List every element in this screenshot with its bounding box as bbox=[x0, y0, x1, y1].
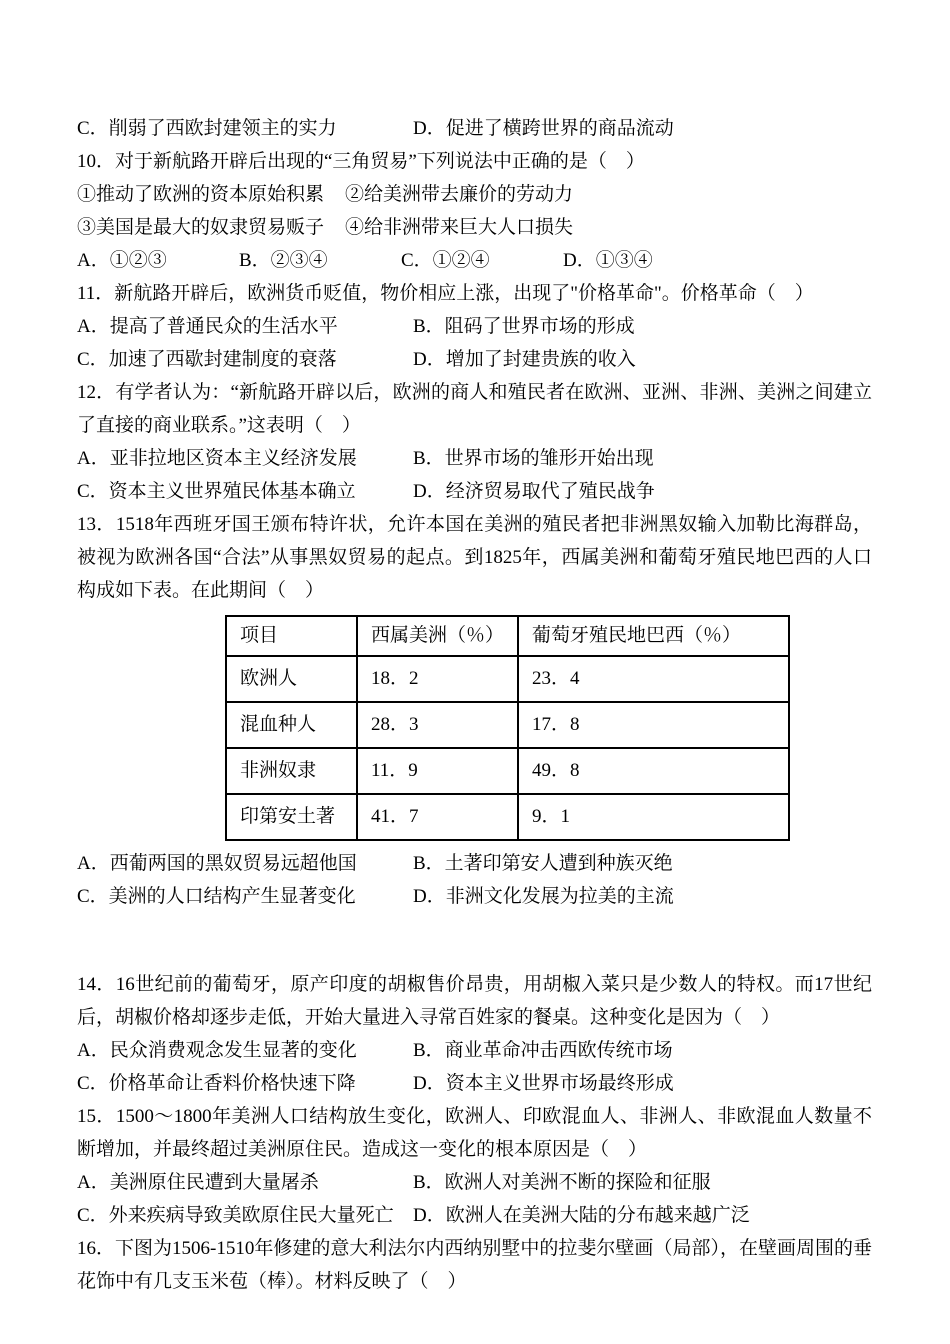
q15-option-b: B．欧洲人对美洲不断的探险和征服 bbox=[413, 1172, 711, 1193]
q10-item-3: ③美国是最大的奴隶贸易贩子 bbox=[77, 217, 325, 238]
q10-item-2: ②给美洲带去廉价的劳动力 bbox=[345, 184, 574, 205]
table-header-item: 项目 bbox=[226, 616, 357, 656]
q10-option-a: A．①②③ bbox=[77, 250, 167, 271]
table-cell: 非洲奴隶 bbox=[226, 748, 357, 794]
q13-option-b: B．土著印第安人遭到种族灭绝 bbox=[413, 853, 673, 874]
q11-option-a: A．提高了普通民众的生活水平 bbox=[77, 316, 338, 337]
question-12-options-row-2 bbox=[77, 475, 872, 508]
table-cell: 23．4 bbox=[518, 656, 789, 702]
question-14-options-row-2 bbox=[77, 1067, 872, 1100]
question-16-stem: 16．下图为1506-1510年修建的意大利法尔内西纳别墅中的拉斐尔壁画（局部），在壁画周围的垂花饰中有几支玉米苞（棒）。材料反映了（ ） bbox=[77, 1238, 872, 1292]
q12-option-c: C．资本主义世界殖民体基本确立 bbox=[77, 481, 356, 502]
question-14-stem: 14．16世纪前的葡萄牙，原产印度的胡椒售价昂贵，用胡椒入菜只是少数人的特权。而17世纪后，胡椒价格却逐步走低，开始大量进入寻常百姓家的餐桌。这种变化是因为（ ） bbox=[77, 974, 872, 1028]
question-12-options-row-1 bbox=[77, 442, 872, 475]
table-cell: 17．8 bbox=[518, 702, 789, 748]
question-13-options-row-1 bbox=[77, 847, 872, 880]
question-15-options-row-2 bbox=[77, 1199, 872, 1232]
question-15-stem: 15．1500～1800年美洲人口结构放生变化，欧洲人、印欧混血人、非洲人、非欧混血人数量不断增加，并最终超过美洲原住民。造成这一变化的根本原因是（ ） bbox=[77, 1106, 872, 1160]
q15-option-a: A．美洲原住民遭到大量屠杀 bbox=[77, 1172, 319, 1193]
q9-option-c: C．削弱了西欧封建领主的实力 bbox=[77, 118, 337, 139]
q11-option-c: C．加速了西歇封建制度的衰落 bbox=[77, 349, 337, 370]
table-cell: 11．9 bbox=[357, 748, 518, 794]
q12-option-b: B．世界市场的雏形开始出现 bbox=[413, 448, 654, 469]
table-header-brazil: 葡萄牙殖民地巴西（％） bbox=[518, 616, 789, 656]
table-cell: 混血种人 bbox=[226, 702, 357, 748]
table-cell: 41．7 bbox=[357, 794, 518, 840]
q15-option-c: C．外来疾病导致美欧原住民大量死亡 bbox=[77, 1205, 394, 1226]
question-9-options-row bbox=[77, 112, 872, 145]
table-cell: 印第安土著 bbox=[226, 794, 357, 840]
question-13-stem: 13．1518年西班牙国王颁布特许状，允许本国在美洲的殖民者把非洲黑奴输入加勒比海群岛，被视为欧洲各国“合法”从事黑奴贸易的起点。到1825年，西属美洲和葡萄牙殖民地巴西的人口构成如下表。在此期间（ ） bbox=[77, 514, 872, 601]
q10-option-c: C．①②④ bbox=[401, 250, 490, 271]
table-row-mixed-race bbox=[226, 702, 789, 748]
q9-option-d: D．促进了横跨世界的商品流动 bbox=[413, 118, 674, 139]
table-row-african-slaves bbox=[226, 748, 789, 794]
question-10-options-row bbox=[77, 244, 872, 277]
table-cell: 49．8 bbox=[518, 748, 789, 794]
question-11-options-row-1 bbox=[77, 310, 872, 343]
q10-option-d: D．①③④ bbox=[563, 250, 653, 271]
table-row-europeans bbox=[226, 656, 789, 702]
question-10-stem: 10．对于新航路开辟后出现的“三角贸易”下列说法中正确的是（ ） bbox=[77, 151, 645, 172]
table-cell: 欧洲人 bbox=[226, 656, 357, 702]
question-15-options-row-1 bbox=[77, 1166, 872, 1199]
table-cell: 9．1 bbox=[518, 794, 789, 840]
q10-item-1: ①推动了欧洲的资本原始积累 bbox=[77, 184, 325, 205]
table-header-spanish-america: 西属美洲（％） bbox=[357, 616, 518, 656]
q14-option-b: B．商业革命冲击西欧传统市场 bbox=[413, 1040, 673, 1061]
q12-option-a: A．亚非拉地区资本主义经济发展 bbox=[77, 448, 357, 469]
question-11-stem: 11．新航路开辟后，欧洲货币贬值，物价相应上涨，出现了"价格革命"。价格革命（ ） bbox=[77, 283, 814, 304]
q13-option-d: D．非洲文化发展为拉美的主流 bbox=[413, 886, 674, 907]
q10-option-b: B．②③④ bbox=[239, 250, 328, 271]
q13-population-table bbox=[225, 615, 790, 841]
question-11-options-row-2 bbox=[77, 343, 872, 376]
question-10-items-row-1 bbox=[77, 178, 872, 211]
table-row-indigenous bbox=[226, 794, 789, 840]
q14-option-c: C．价格革命让香料价格快速下降 bbox=[77, 1073, 356, 1094]
q12-option-d: D．经济贸易取代了殖民战争 bbox=[413, 481, 655, 502]
q14-option-d: D．资本主义世界市场最终形成 bbox=[413, 1073, 674, 1094]
question-10-items-row-2 bbox=[77, 211, 872, 244]
table-cell: 18．2 bbox=[357, 656, 518, 702]
question-12-stem: 12．有学者认为：“新航路开辟以后，欧洲的商人和殖民者在欧洲、亚洲、非洲、美洲之间建立了直接的商业联系。”这表明（ ） bbox=[77, 382, 872, 436]
q13-option-c: C．美洲的人口结构产生显著变化 bbox=[77, 886, 356, 907]
q11-option-b: B．阻码了世界市场的形成 bbox=[413, 316, 635, 337]
q13-option-a: A．西葡两国的黑奴贸易远超他国 bbox=[77, 853, 357, 874]
question-13-options-row-2 bbox=[77, 880, 872, 913]
table-header-row bbox=[226, 616, 789, 656]
table-cell: 28．3 bbox=[357, 702, 518, 748]
q10-item-4: ④给非洲带来巨大人口损失 bbox=[345, 217, 574, 238]
question-14-options-row-1 bbox=[77, 1034, 872, 1067]
q11-option-d: D．增加了封建贵族的收入 bbox=[413, 349, 636, 370]
q15-option-d: D．欧洲人在美洲大陆的分布越来越广泛 bbox=[413, 1205, 750, 1226]
q14-option-a: A．民众消费观念发生显著的变化 bbox=[77, 1040, 357, 1061]
